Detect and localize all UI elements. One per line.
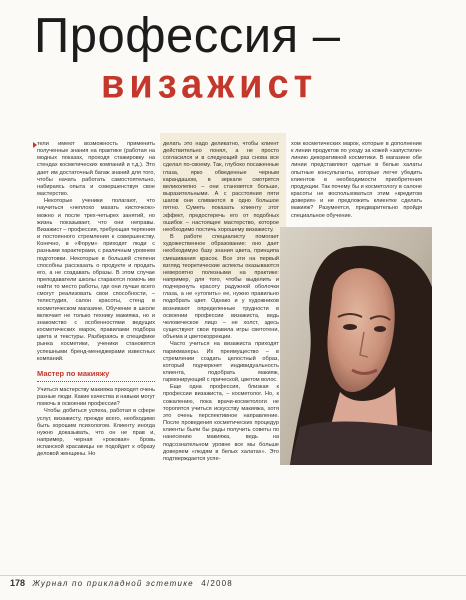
journal-name: Журнал по прикладной эстетике [32, 579, 194, 588]
paragraph: делать это надо деликатно, чтобы клиент действительно понял, а не просто согласился и в следующий раз снова все сделал по-своему. Так, глубоко посаженные глаза, ярко обведенные черным карандашом, в зеркале смотрятся великолепно – они становятся больше, выразительными. А с расстояния пяти шагов они сливаются в одно большое пятно. Суметь показать клиенту этот эффект, предостеречь его от подобных ошибок – настоящее мастерство, которое необходимо постичь хорошему визажисту. [163, 141, 279, 233]
paragraph: Чтобы добиться успеха, работая в сфере услуг, визажисту, прежде всего, необходимо быть хорошим психологом. Клиенту иногда нужно доказывать, что он не прав и, например, черная «роковая» бровь испанской красавицы не подойдет к образу деловой женщины. Но [37, 408, 155, 458]
paragraph: тели имеют возможность применить полученные знания на практике (работая на модных показах, проходя стажировку на стендах косметических компаний и т.д.). Это дает им достаточный багаж знаний для того, чтобы начать работать самостоятельно, набираясь опыта и совершенствуя свое мастерство. [37, 141, 155, 198]
column-2 [163, 141, 279, 463]
issue-number: 4/2008 [201, 579, 233, 588]
paragraph: Часто учиться на визажиста приходят парикмахеры. Их преимущество – в стремлении создать целостный образ, который подчеркнет индивидуальность клиента, подобрать макияж, гармонирующий с прической, цветом волос. [163, 341, 279, 384]
column-3 [291, 141, 422, 220]
page-number: 178 [10, 578, 26, 588]
page-title-line2: визажист [101, 61, 318, 108]
page-footer [10, 578, 233, 588]
paragraph: Некоторые ученики полагают, что научиться «неплохо махать кисточкою» можно и после трех-четырех занятий, но жизнь показывает, что они неправы. Визажист – профессия, требующая терпения и постоянного стремления к совершенству. Конечно, в «Форум» приходят люди с разными характерами, с различным уровнем подготовки. Некоторые в большей степени способны рассказать о продукте и продать его, а не создавать образы. В этом случае преподаватели школы стараются помочь им найти то место работы, где они лучше всего смогут реализовать свои способности, – телестудия, салон красоты, стенд в косметическом магазине. Обучение в школе включает не только технику макияжа, но и знакомство с особенностями ведущих косметических марок, правилами подбора цвета и текстуры. Разбираясь в специфике рынка косметики, ученики становятся успешными бренд-менеджерами известных компаний. [37, 198, 155, 362]
paragraph: В работе специалисту помогает художественное образование: оно дает необходимую базу знания цвета, принципа смешивания красок. Все эти на первый взгляд теоретические аспекты оказываются невероятно полезными на практике: например, для того, чтобы выделить и подчеркнуть красоту радужной оболочки глаза, а не «утопить» ее, нужно правильно подобрать цвет. Однако и у художников возникают определенные трудности в освоении профессии визажиста, ведь человеческое лицо – не холст, здесь существуют свои правила игры светотени, объема и цветокоррекции. [163, 234, 279, 341]
paragraph: хом косметических марок, которые в дополнение к линии продуктов по уходу за кожей «запустили» линию декоративной косметики. В магазине обе линии представляют одетые в белые халаты опытные консультанты, которые легче убедить клиентов в необходимости приобретения продукции. Так почему бы и косметологу в салоне красоты не воспользоваться этим «кредитом доверия» и не предложить клиентке сделать макияж? Разумеется, предварительно пройдя специальное обучение. [291, 141, 422, 219]
page-title-line1: Профессия – [34, 9, 341, 63]
column-1 [37, 141, 155, 459]
subheading-divider [37, 381, 155, 382]
portrait-photo [280, 227, 432, 465]
paragraph: Еще одна профессия, близкая к профессии визажиста, – косметолог. Но, к сожалению, пока врачи-косметологи не торопятся учиться искусству макияжа, хотя это очень перспективное направление. После проведения косметических процедур клиенты были бы рады получить советы по нанесению макияжа, ведь на подсознательном уровне все мы больше доверяем «людям в белых халатах». Это подтверждается успе- [163, 384, 279, 462]
subheading: Мастер по макияжу [37, 368, 110, 378]
paragraph: Учиться мастерству макияжа приходят очень разные люди. Какие качества и навыки могут помочь в освоении профессии? [37, 387, 155, 408]
